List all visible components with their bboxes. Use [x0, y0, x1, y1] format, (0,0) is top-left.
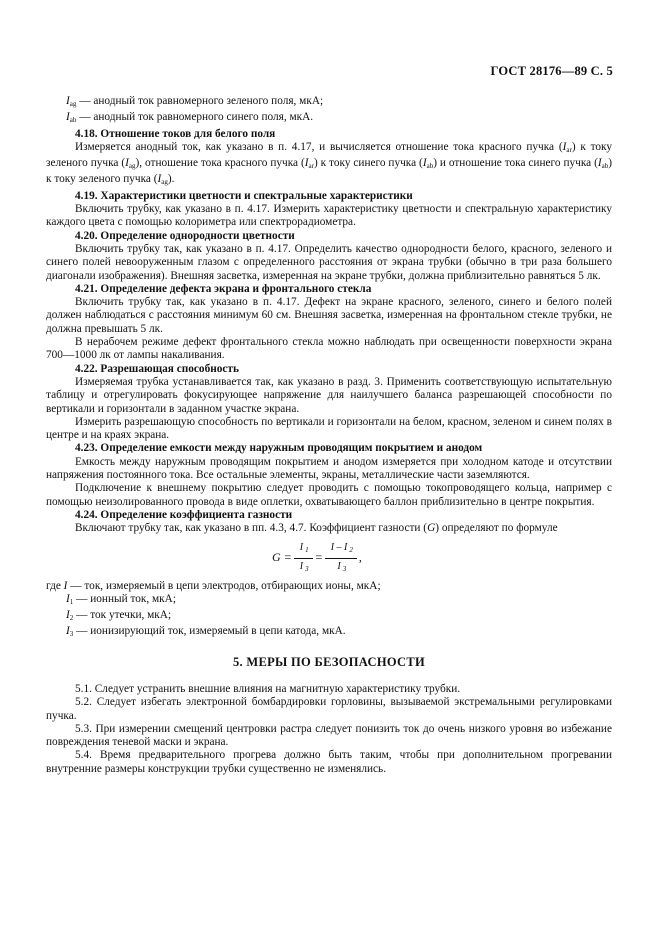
section-title-5: 5. МЕРЫ ПО БЕЗОПАСНОСТИ — [232, 654, 426, 669]
formula-def-i2: $I_2$ — ток утечки, мкА; — [66, 609, 172, 623]
section-heading-4-21: 4.21. Определение дефекта экрана и фронтального стекла — [75, 282, 372, 295]
section-text-4-19: Включить трубку, как указано в п. 4.17. Измерить характеристику цветности и спектральную характеристику каждого цвета с помощью колориметра или спектрорадиометра. — [46, 203, 612, 229]
section-text-5-1: 5.1. Следует устранить внешние влияния на магнитную характеристику трубки. — [75, 682, 461, 695]
formula-where-line: где I — ток, измеряемый в цепи электродов, отбирающих ионы, мкА; — [46, 579, 381, 592]
formula-fraction-2: $\frac{I - I _2}{I _3}$ — [327, 542, 355, 575]
section-heading-4-22: 4.22. Разрешающая способность — [75, 362, 239, 375]
section-text-5-4: 5.4. Время предварительного прогрева должно быть таким, чтобы при дополнительном прогревании внутренние размеры конструкции трубки существенно не изменялись. — [46, 749, 612, 775]
section-text-4-21-b: В нерабочем режиме дефект фронтального стекла можно наблюдать при освещенности поверхности экрана 700—1000 лк от лампы накаливания. — [46, 336, 612, 362]
section-text-4-20: Включить трубку так, как указано в п. 4.17. Определить качество однородности белого, красного, зеленого и синего полей невооруженным глазом с определенного расстояния от экрана трубки (обычно в три раза большего диагонали изображения). Внешняя засветка, измеренная на экране трубки, должна приблизительно равняться 5 лк. — [46, 242, 612, 282]
formula-fraction-1: $\frac{I _1}{I _3}$ — [296, 542, 311, 575]
section-text-4-23-b: Подключение к внешнему покрытию следует проводить с помощью токопроводящего кольца, например с помощью неизолированного провода в виде оплетки, охватывающего баллон приблизительно в центре покрытия. — [46, 482, 612, 508]
section-text-4-21-a: Включить трубку так, как указано в п. 4.17. Дефект на экране красного, зеленого, синего и белого полей должен наблюдаться с расстояния минимум 60 см. Внешняя засветка, измеренная на фронтальном стекле трубки, не должна превышать 5 лк. — [46, 296, 612, 335]
section-text-4-22-b: Измерить разрешающую способность по вертикали и горизонтали на белом, красном, зеленом и синем полях в центре и на краях экрана. — [46, 415, 612, 442]
page-header: ГОСТ 28176—89 С. 5 — [490, 64, 613, 78]
iag-definition: $I_{ag}$ — анодный ток равномерного зеленого поля, мкА; — [66, 95, 324, 108]
iab-definition: $I_{ab}$ — анодный ток равномерного синего поля, мкА. — [66, 111, 314, 125]
section-text-4-22-a: Измеряемая трубка устанавливается так, как указано в разд. 3. Применить соответствующую испытательную таблицу и отрегулировать фокусирующее напряжение для наилучшего баланса разрешающей способности по вертикали и горизонтали в заданном участке экрана. — [46, 375, 612, 415]
section-text-4-18: Измеряется анодный ток, как указано в п. 4.17, и вычисляется отношение тока красного пучка $(I_{ar})$ к току зеленого пучка $(I_{ag})$, отношение тока красного пучка $(I_{ar})$ к току синего пучка $(I_{ab})$ и отношение тока синего пучка $(I_{ab})$ к току зеленого пучка $(I_{ag})$. — [46, 140, 613, 187]
formula-def-i3: $I_3$ — ионизирующий ток, измеряемый в цепи катода, мкА. — [66, 625, 346, 639]
section-text-4-24: Включают трубку так, как указано в пп. 4.3, 4.7. Коэффициент газности (G) определяют по формуле — [75, 522, 558, 535]
section-text-4-23-a: Емкость между наружным проводящим покрытием и анодом измеряется при холодном катоде и отсутствии напряжения постоянного тока. Все остальные элементы, экраны, металлические части заземляются. — [46, 455, 612, 482]
section-text-5-2: 5.2. Следует избегать электронной бомбардировки горловины, вызываемой экстремальными регулировками пучка. — [46, 696, 612, 722]
section-heading-4-23: 4.23. Определение емкости между наружным проводящим покрытием и анодом — [75, 442, 483, 455]
formula-lhs: G = — [272, 550, 292, 565]
section-heading-4-18: 4.18. Отношение токов для белого поля — [75, 127, 276, 140]
formula-tail: , — [358, 550, 362, 565]
formula-def-i1: $I_1$ — ионный ток, мкА; — [66, 592, 176, 606]
formula-equals: = — [314, 550, 323, 565]
document-body — [46, 95, 612, 776]
section-text-5-3: 5.3. При измерении смещений центровки растра следует понизить ток до очень низкого уровня во избежание повреждения теневой маски и экрана. — [46, 722, 612, 749]
section-heading-4-19: 4.19. Характеристики цветности и спектральные характеристики — [75, 189, 413, 202]
section-heading-4-20: 4.20. Определение однородности цветности — [75, 229, 295, 242]
section-heading-4-24: 4.24. Определение коэффициента газности — [75, 508, 293, 521]
gas-coefficient-formula — [46, 536, 612, 580]
